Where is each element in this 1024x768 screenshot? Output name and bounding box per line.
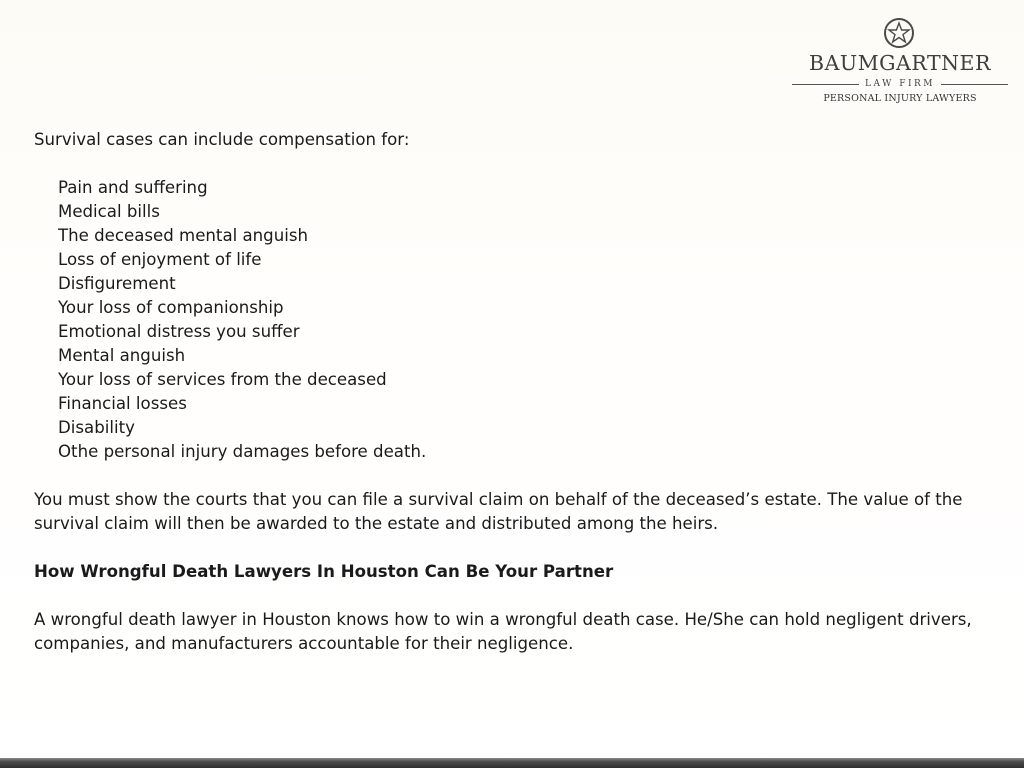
spacer <box>34 152 984 176</box>
list-item: Emotional distress you suffer <box>58 322 300 341</box>
list-item: Loss of enjoyment of life <box>58 250 262 269</box>
list-item: Medical bills <box>58 202 160 221</box>
spacer <box>34 464 984 488</box>
logo-rule <box>792 77 1008 91</box>
list-item: Your loss of companionship <box>58 298 284 317</box>
section-heading: How Wrongful Death Lawyers In Houston Can Be Your Partner <box>34 562 614 581</box>
logo-tagline: PERSONAL INJURY LAWYERS <box>823 93 977 104</box>
intro-text: Survival cases can include compensation for: <box>34 130 410 149</box>
logo-brand-name: BAUMGARTNER <box>809 51 991 75</box>
bottom-border <box>0 758 1024 768</box>
list-item: Othe personal injury damages before death. <box>58 442 427 461</box>
list-item: Disfigurement <box>58 274 176 293</box>
logo-subtitle: LAW FIRM <box>865 79 936 89</box>
logo-rule-left <box>792 84 859 85</box>
slide-content <box>34 128 984 656</box>
list-item: Mental anguish <box>58 346 186 365</box>
spacer <box>34 536 984 560</box>
list-item: Your loss of services from the deceased <box>58 370 387 389</box>
survival-claim-paragraph: You must show the courts that you can file a survival claim on behalf of the deceased’s estate. The value of the survival claim will then be awarded to the estate and distributed among the heirs. <box>34 490 963 533</box>
star-seal-icon <box>883 17 915 49</box>
list-item: The deceased mental anguish <box>58 226 309 245</box>
compensation-list <box>34 176 984 464</box>
spacer <box>34 584 984 608</box>
logo-rule-right <box>941 84 1008 85</box>
firm-logo <box>792 17 1008 109</box>
list-item: Disability <box>58 418 135 437</box>
list-item: Financial losses <box>58 394 187 413</box>
lawyer-paragraph: A wrongful death lawyer in Houston knows how to win a wrongful death case. He/She can hold negligent drivers, companies, and manufacturers accountable for their negligence. <box>34 610 972 653</box>
list-item: Pain and suffering <box>58 178 208 197</box>
